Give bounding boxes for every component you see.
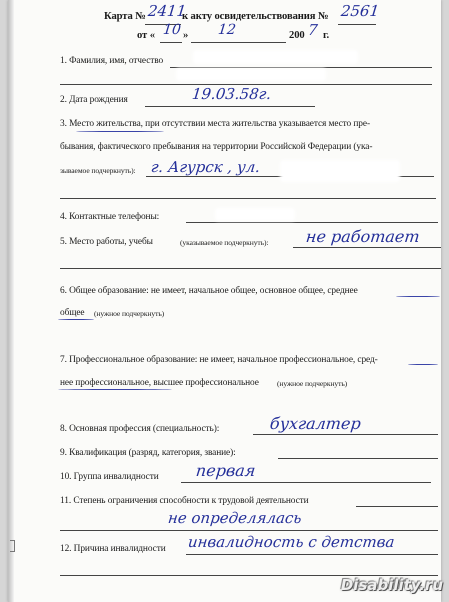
field-disability-cause-label: 12. Причина инвалидности <box>60 544 166 554</box>
binding-mark <box>10 540 15 552</box>
redacted-name <box>193 50 358 64</box>
profession-line <box>253 434 438 435</box>
redacted-address <box>280 160 400 182</box>
field-residence-line2: бывания, фактического пребывания на территории Российской Федерации (ука- <box>60 142 373 152</box>
redacted-name-2 <box>176 68 326 81</box>
field-residence-line1: 3. Место жительства, при отсутствии места жительства указывается место пре- <box>60 119 370 129</box>
field-prof-education-note: (нужное подчеркнуть) <box>277 379 348 388</box>
disability-cause-value: инвалидность с детства <box>187 533 396 551</box>
education-underline-1 <box>396 296 440 297</box>
residence-underline <box>76 131 164 132</box>
field-birthdate-label: 2. Дата рождения <box>60 95 128 105</box>
field-work-capacity-label: 11. Степень ограничения способности к трудовой деятельности <box>60 496 309 506</box>
field-education-line2: общее <box>60 308 85 318</box>
card-number: 2411 <box>147 2 188 20</box>
residence-value: г. Агурск , ул. <box>150 158 261 176</box>
day-line <box>160 42 182 43</box>
year-digit: 7 <box>307 21 319 39</box>
prof-education-underline-1 <box>408 364 438 365</box>
field-education-line1: 6. Общее образование: не имеет, начальное общее, основное общее, среднее <box>60 286 358 296</box>
work-line-1 <box>293 247 441 248</box>
date-month: 12 <box>217 22 237 38</box>
work-capacity-line-1 <box>356 506 438 507</box>
date-mid: » <box>183 30 189 41</box>
work-value: не работает <box>305 227 421 246</box>
year-suffix: г. <box>323 30 330 41</box>
year-prefix: 200 <box>289 30 305 41</box>
field-phone-label: 4. Контактные телефоны: <box>60 212 160 222</box>
field-profession-label: 8. Основная профессия (специальность): <box>60 424 220 434</box>
date-day: 10 <box>162 22 182 38</box>
field-education-note: (нужное подчеркнуть) <box>94 309 165 318</box>
field-prof-education-line2: нее профессиональное, высшее профессиональное <box>60 378 259 388</box>
site-watermark: Disability.ru <box>340 576 443 594</box>
field-qualification-label: 9. Квалификация (разряд, категория, звание): <box>60 448 236 458</box>
month-line <box>191 42 286 43</box>
field-fio-label: 1. Фамилия, имя, отчество <box>60 56 164 66</box>
field-work-label: 5. Место работы, учебы <box>60 237 153 247</box>
redacted-phone <box>215 208 295 221</box>
education-underline-2 <box>58 319 94 320</box>
profession-value: бухгалтер <box>269 414 362 433</box>
field-disability-group-label: 10. Группа инвалидности <box>60 472 159 482</box>
phone-line <box>186 222 438 223</box>
form-sheet <box>8 0 441 602</box>
date-ot: от « <box>137 30 155 41</box>
qualification-line <box>278 458 438 459</box>
act-label: к акту освидетельствования № <box>182 11 329 22</box>
work-capacity-value: не определялась <box>167 509 303 527</box>
field-residence-line3: зываемое подчеркнуть): <box>60 166 136 175</box>
card-label: Карта № <box>104 11 146 22</box>
field-prof-education-line1: 7. Профессиональное образование: не имеет, начальное профессиональное, сред- <box>60 355 378 365</box>
residence-line-2 <box>60 198 436 199</box>
work-capacity-line-2 <box>60 530 438 531</box>
disability-group-line <box>181 482 431 483</box>
disability-group-value: первая <box>195 461 257 480</box>
disability-cause-line <box>186 554 438 555</box>
act-number-line <box>338 24 376 25</box>
work-line-2 <box>60 268 441 269</box>
birthdate-line <box>145 106 315 107</box>
prof-education-underline-2 <box>58 389 172 390</box>
act-number: 2561 <box>340 2 381 20</box>
scan-shadow <box>8 0 14 602</box>
field-work-note: (указываемое подчеркнуть): <box>180 238 269 247</box>
birthdate-value: 19.03.58г. <box>191 85 273 103</box>
